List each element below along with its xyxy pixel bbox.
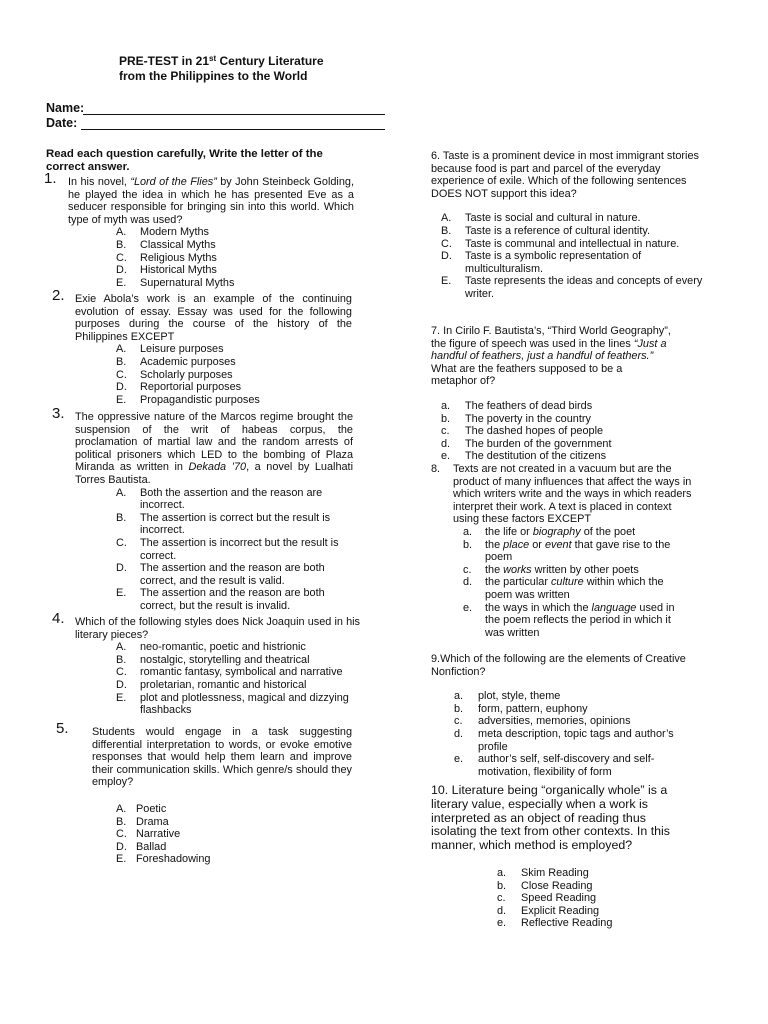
option-letter: E. bbox=[116, 393, 127, 406]
option-text-part: the ways in which the bbox=[485, 601, 592, 614]
option-text: Leisure purposes bbox=[140, 343, 224, 356]
option-c[interactable] bbox=[497, 892, 676, 905]
options-list bbox=[497, 867, 676, 930]
options-list bbox=[441, 212, 711, 300]
option-a[interactable] bbox=[116, 641, 360, 654]
question-number: 10. bbox=[431, 783, 452, 797]
option-b[interactable] bbox=[116, 356, 352, 369]
option-letter: C. bbox=[116, 251, 127, 264]
option-letter: E. bbox=[116, 853, 127, 866]
option-c[interactable] bbox=[116, 828, 352, 841]
option-text: Skim Reading bbox=[521, 866, 589, 879]
option-letter: B. bbox=[441, 224, 452, 237]
option-text: Taste represents the ideas and concepts of every writer. bbox=[465, 275, 703, 300]
title-line-2: from the Philippines to the World bbox=[119, 69, 308, 83]
options-list bbox=[441, 400, 671, 463]
option-d[interactable] bbox=[454, 728, 694, 753]
option-letter: e. bbox=[441, 450, 451, 463]
stem-text: Literature being “organically whole” is a literary value, especially when a work is interpreted as an object of reading thus isolating the text from other contexts. In this manner, which method is employed? bbox=[431, 783, 670, 853]
option-text: The assertion and the reason are both correct, and the result is valid. bbox=[140, 562, 325, 587]
name-field bbox=[46, 101, 84, 116]
name-label: Name: bbox=[46, 101, 85, 115]
option-d[interactable] bbox=[463, 576, 691, 601]
italic-text: biography bbox=[532, 525, 581, 538]
option-letter: b. bbox=[441, 412, 451, 425]
option-b[interactable] bbox=[116, 239, 354, 252]
option-b[interactable] bbox=[116, 816, 352, 829]
option-text: Close Reading bbox=[521, 879, 593, 892]
option-a[interactable] bbox=[441, 400, 671, 413]
option-text-part: that gave rise to the poem bbox=[485, 538, 671, 564]
option-letter: c. bbox=[454, 715, 463, 728]
option-text: Propagandistic purposes bbox=[140, 393, 260, 406]
option-letter: B. bbox=[116, 511, 127, 524]
option-c[interactable] bbox=[463, 564, 691, 577]
question-number: 8. bbox=[431, 463, 441, 475]
option-d[interactable] bbox=[116, 679, 360, 692]
stem-text: In his novel, bbox=[68, 176, 131, 188]
option-text: Taste is a symbolic representation of multiculturalism. bbox=[465, 250, 642, 275]
option-text: The burden of the government bbox=[465, 437, 612, 450]
question-stem bbox=[75, 616, 360, 641]
option-text: Reflective Reading bbox=[521, 917, 613, 930]
option-text-part: the bbox=[485, 563, 504, 576]
option-letter: c. bbox=[463, 563, 472, 576]
option-letter: C. bbox=[116, 368, 127, 381]
question-number: 2. bbox=[52, 287, 65, 304]
option-letter: D. bbox=[116, 678, 127, 691]
option-letter: D. bbox=[116, 381, 127, 394]
question-stem bbox=[431, 653, 691, 678]
stem-text: by John Steinbeck Golding, he played the idea in which he has presented Eve as a seducer responsible for bringing sin into this world. Which type of myth was used? bbox=[68, 176, 354, 226]
option-e[interactable] bbox=[454, 753, 694, 778]
italic-text: Dekada ’70 bbox=[188, 461, 247, 474]
option-text: Drama bbox=[136, 815, 169, 828]
question-number: 9. bbox=[431, 653, 441, 665]
option-text: author’s self, self-discovery and self-motivation, flexibility of form bbox=[478, 753, 655, 778]
option-c[interactable] bbox=[116, 369, 352, 382]
option-letter: A. bbox=[116, 226, 127, 239]
option-a[interactable] bbox=[116, 226, 354, 239]
option-text: Taste is a reference of cultural identity. bbox=[465, 224, 651, 237]
stem-text: Students would engage in a task suggesting differential interpretation to words, or evoke emotive responses that would help them learn and improve their communication skills. Which genre/s should they employ? bbox=[92, 726, 352, 789]
option-text: The feathers of dead birds bbox=[465, 399, 593, 412]
option-b[interactable] bbox=[441, 413, 671, 426]
italic-text: “Just a handful of feathers, just a handful of feathers.” bbox=[431, 337, 667, 363]
option-letter: D. bbox=[116, 840, 127, 853]
instructions: Read each question carefully, Write the letter of the correct answer. bbox=[46, 148, 323, 173]
question-stem bbox=[68, 176, 354, 226]
option-c[interactable] bbox=[116, 537, 352, 562]
option-text: meta description, topic tags and author’s profile bbox=[478, 727, 674, 753]
option-text: Scholarly purposes bbox=[140, 368, 233, 381]
question-7 bbox=[431, 325, 671, 463]
option-d[interactable] bbox=[116, 841, 352, 854]
option-text: The destitution of the citizens bbox=[465, 450, 607, 463]
options-list bbox=[116, 641, 360, 717]
stem-text: What are the feathers supposed to be a metaphor of? bbox=[431, 362, 623, 388]
option-letter: b. bbox=[463, 538, 473, 551]
option-text bbox=[485, 539, 691, 564]
option-d[interactable] bbox=[116, 381, 352, 394]
option-text: Reportorial purposes bbox=[140, 381, 242, 394]
question-number: 3. bbox=[52, 405, 65, 422]
italic-text: language bbox=[591, 601, 637, 614]
options-list bbox=[116, 226, 354, 289]
option-a[interactable] bbox=[463, 526, 691, 539]
question-stem bbox=[75, 411, 353, 487]
date-label: Date: bbox=[46, 116, 78, 130]
option-text: The poverty in the country bbox=[465, 412, 591, 425]
title-line-1: PRE-TEST in 21st Century Literature bbox=[119, 54, 324, 68]
options-list bbox=[116, 487, 352, 613]
option-a[interactable] bbox=[441, 212, 711, 225]
stem-text: Texts are not created in a vacuum but are the product of many influences that affect the ways in which writers write and the ways in which readers interpret their work. A text is placed in context using these factors EXCEPT bbox=[453, 463, 692, 526]
option-text-part: of the poet bbox=[580, 525, 636, 538]
option-d[interactable] bbox=[497, 905, 676, 918]
option-c[interactable] bbox=[441, 238, 711, 251]
option-letter: a. bbox=[497, 866, 507, 879]
option-text-part: written by other poets bbox=[531, 563, 639, 576]
italic-text: works bbox=[503, 563, 532, 576]
question-stem bbox=[431, 463, 693, 526]
option-text: Supernatural Myths bbox=[140, 276, 235, 289]
option-e[interactable] bbox=[116, 394, 352, 407]
option-letter: D. bbox=[116, 562, 127, 575]
option-letter: a. bbox=[454, 690, 464, 703]
question-number: 5. bbox=[56, 720, 69, 737]
option-text: The assertion is incorrect but the result is correct. bbox=[140, 536, 339, 562]
option-a[interactable] bbox=[497, 867, 676, 880]
option-text: Modern Myths bbox=[140, 226, 209, 239]
options-list bbox=[463, 526, 691, 639]
option-text: Ballad bbox=[136, 840, 167, 853]
option-a[interactable] bbox=[116, 343, 352, 356]
option-b[interactable] bbox=[441, 225, 711, 238]
question-5 bbox=[46, 720, 352, 866]
option-letter: A. bbox=[116, 641, 127, 654]
question-3 bbox=[46, 405, 353, 613]
option-letter: E. bbox=[441, 275, 452, 288]
question-8 bbox=[431, 463, 693, 639]
question-number: 6. bbox=[431, 150, 443, 162]
option-text: plot and plotlessness, magical and dizzying flashbacks bbox=[140, 691, 349, 717]
option-text: Classical Myths bbox=[140, 238, 216, 251]
option-letter: d. bbox=[454, 727, 464, 740]
option-a[interactable] bbox=[454, 690, 694, 703]
option-letter: a. bbox=[463, 525, 473, 538]
option-letter: d. bbox=[441, 437, 451, 450]
question-6 bbox=[431, 150, 711, 301]
option-text bbox=[485, 602, 691, 640]
option-text bbox=[485, 576, 691, 601]
option-b[interactable] bbox=[454, 703, 694, 716]
option-d[interactable] bbox=[116, 562, 352, 587]
option-text: Taste is social and cultural in nature. bbox=[465, 212, 641, 225]
option-text: The dashed hopes of people bbox=[465, 425, 604, 438]
option-letter: B. bbox=[116, 653, 127, 666]
option-e[interactable] bbox=[116, 587, 352, 612]
option-text: Religious Myths bbox=[140, 251, 217, 264]
option-text-part: the bbox=[485, 538, 504, 551]
option-letter: D. bbox=[441, 250, 452, 263]
options-list bbox=[116, 803, 352, 866]
question-stem bbox=[92, 726, 352, 789]
option-text: Historical Myths bbox=[140, 264, 217, 277]
option-letter: B. bbox=[116, 238, 127, 251]
option-d[interactable] bbox=[441, 438, 671, 451]
question-1 bbox=[44, 170, 354, 289]
option-letter: e. bbox=[454, 753, 464, 766]
option-text: Foreshadowing bbox=[136, 853, 211, 866]
option-text bbox=[485, 526, 691, 539]
option-letter: d. bbox=[463, 576, 473, 589]
options-list bbox=[116, 343, 352, 406]
option-text: Narrative bbox=[136, 828, 181, 841]
option-d[interactable] bbox=[116, 264, 354, 277]
option-letter: C. bbox=[116, 828, 127, 841]
option-text bbox=[485, 564, 691, 577]
option-a[interactable] bbox=[116, 803, 352, 816]
page-title bbox=[119, 54, 324, 84]
name-blank-line[interactable] bbox=[83, 114, 385, 115]
option-letter: C. bbox=[441, 237, 452, 250]
option-e[interactable] bbox=[116, 277, 354, 290]
option-text: The assertion is correct but the result is incorrect. bbox=[140, 511, 331, 537]
question-2 bbox=[46, 287, 352, 406]
stem-text: Which of the following styles does Nick Joaquin used in his literary pieces? bbox=[75, 616, 360, 641]
option-letter: B. bbox=[116, 815, 127, 828]
option-e[interactable] bbox=[463, 602, 691, 640]
option-e[interactable] bbox=[116, 853, 352, 866]
option-letter: E. bbox=[116, 691, 127, 704]
option-text-part: used in the poem reflects the period in which it was written bbox=[485, 601, 675, 639]
stem-text: The oppressive nature of the Marcos regime brought the suspension of the writ of habeas corpus, the proclamation of martial law and the random arrests of political prisoners which LED to the bombing of Plaza Miranda as written in bbox=[75, 411, 353, 474]
italic-text: event bbox=[544, 538, 572, 551]
stem-text: Which of the following are the elements of Creative Nonfiction? bbox=[431, 653, 686, 678]
option-letter: A. bbox=[116, 802, 127, 815]
option-text: romantic fantasy, symbolical and narrative bbox=[140, 666, 343, 679]
option-text: form, pattern, euphony bbox=[478, 702, 588, 715]
option-text: adversities, memories, opinions bbox=[478, 715, 631, 728]
option-text: proletarian, romantic and historical bbox=[140, 678, 307, 691]
option-e[interactable] bbox=[497, 917, 676, 930]
italic-text: “Lord of the Flies” bbox=[130, 176, 217, 188]
option-letter: e. bbox=[463, 601, 473, 614]
option-c[interactable] bbox=[116, 252, 354, 265]
option-letter: D. bbox=[116, 264, 127, 277]
question-10 bbox=[431, 784, 676, 930]
option-text: Academic purposes bbox=[140, 355, 236, 368]
option-text-part: or bbox=[529, 538, 545, 551]
option-letter: e. bbox=[497, 917, 507, 930]
date-field bbox=[46, 116, 77, 131]
option-e[interactable] bbox=[441, 275, 711, 300]
option-letter: a. bbox=[441, 399, 451, 412]
option-c[interactable] bbox=[116, 666, 360, 679]
option-e[interactable] bbox=[441, 450, 671, 463]
option-text: Speed Reading bbox=[521, 892, 597, 905]
option-e[interactable] bbox=[116, 692, 360, 717]
option-text: nostalgic, storytelling and theatrical bbox=[140, 653, 310, 666]
option-text: Explicit Reading bbox=[521, 904, 600, 917]
option-b[interactable] bbox=[463, 539, 691, 564]
option-letter: c. bbox=[497, 892, 506, 905]
date-blank-line[interactable] bbox=[81, 129, 385, 130]
question-stem bbox=[431, 784, 676, 853]
option-b[interactable] bbox=[116, 512, 352, 537]
option-letter: E. bbox=[116, 276, 127, 289]
option-c[interactable] bbox=[454, 715, 694, 728]
option-letter: C. bbox=[116, 536, 127, 549]
question-stem bbox=[75, 293, 352, 343]
option-letter: B. bbox=[116, 355, 127, 368]
question-4 bbox=[46, 610, 360, 717]
question-number: 4. bbox=[52, 610, 65, 627]
option-a[interactable] bbox=[116, 487, 352, 512]
option-letter: A. bbox=[116, 343, 127, 356]
option-text: Poetic bbox=[136, 802, 167, 815]
question-number: 1. bbox=[44, 170, 57, 187]
option-letter: d. bbox=[497, 904, 507, 917]
italic-text: place bbox=[503, 538, 530, 551]
question-9 bbox=[431, 653, 691, 778]
option-letter: b. bbox=[454, 702, 464, 715]
option-text: neo-romantic, poetic and histrionic bbox=[140, 641, 306, 654]
option-text: Taste is communal and intellectual in nature. bbox=[465, 237, 680, 250]
option-b[interactable] bbox=[497, 880, 676, 893]
option-text: Both the assertion and the reason are incorrect. bbox=[140, 486, 323, 512]
question-stem bbox=[431, 150, 711, 200]
option-d[interactable] bbox=[441, 250, 711, 275]
option-text: The assertion and the reason are both correct, but the result is invalid. bbox=[140, 587, 325, 612]
option-letter: C. bbox=[116, 666, 127, 679]
option-text-part: within which the poem was written bbox=[485, 576, 664, 601]
option-c[interactable] bbox=[441, 425, 671, 438]
option-text: plot, style, theme bbox=[478, 690, 561, 703]
option-letter: b. bbox=[497, 879, 507, 892]
stem-text: , a novel by Lualhati Torres Bautista. bbox=[75, 461, 353, 486]
option-letter: E. bbox=[116, 587, 127, 600]
option-letter: c. bbox=[441, 425, 450, 438]
option-letter: A. bbox=[116, 486, 127, 499]
option-letter: A. bbox=[441, 212, 452, 225]
option-text-part: the life or bbox=[485, 525, 533, 538]
question-stem bbox=[431, 325, 671, 388]
italic-text: culture bbox=[550, 576, 584, 589]
options-list bbox=[454, 690, 694, 778]
stem-text: In Cirilo F. Bautista’s, “Third World Geography”, the figure of speech was used in the lines bbox=[431, 325, 671, 350]
option-text-part: the particular bbox=[485, 576, 551, 589]
option-b[interactable] bbox=[116, 654, 360, 667]
stem-text: Taste is a prominent device in most immigrant stories because food is part and parcel of the everyday experience of exile. Which of the following sentences DOES NOT support this idea? bbox=[431, 150, 699, 200]
question-number: 7. bbox=[431, 325, 444, 337]
stem-text: Exie Abola’s work is an example of the continuing evolution of essay. Essay was used for the following purposes during the course of the history of the Philippines EXCEPT bbox=[75, 293, 352, 343]
